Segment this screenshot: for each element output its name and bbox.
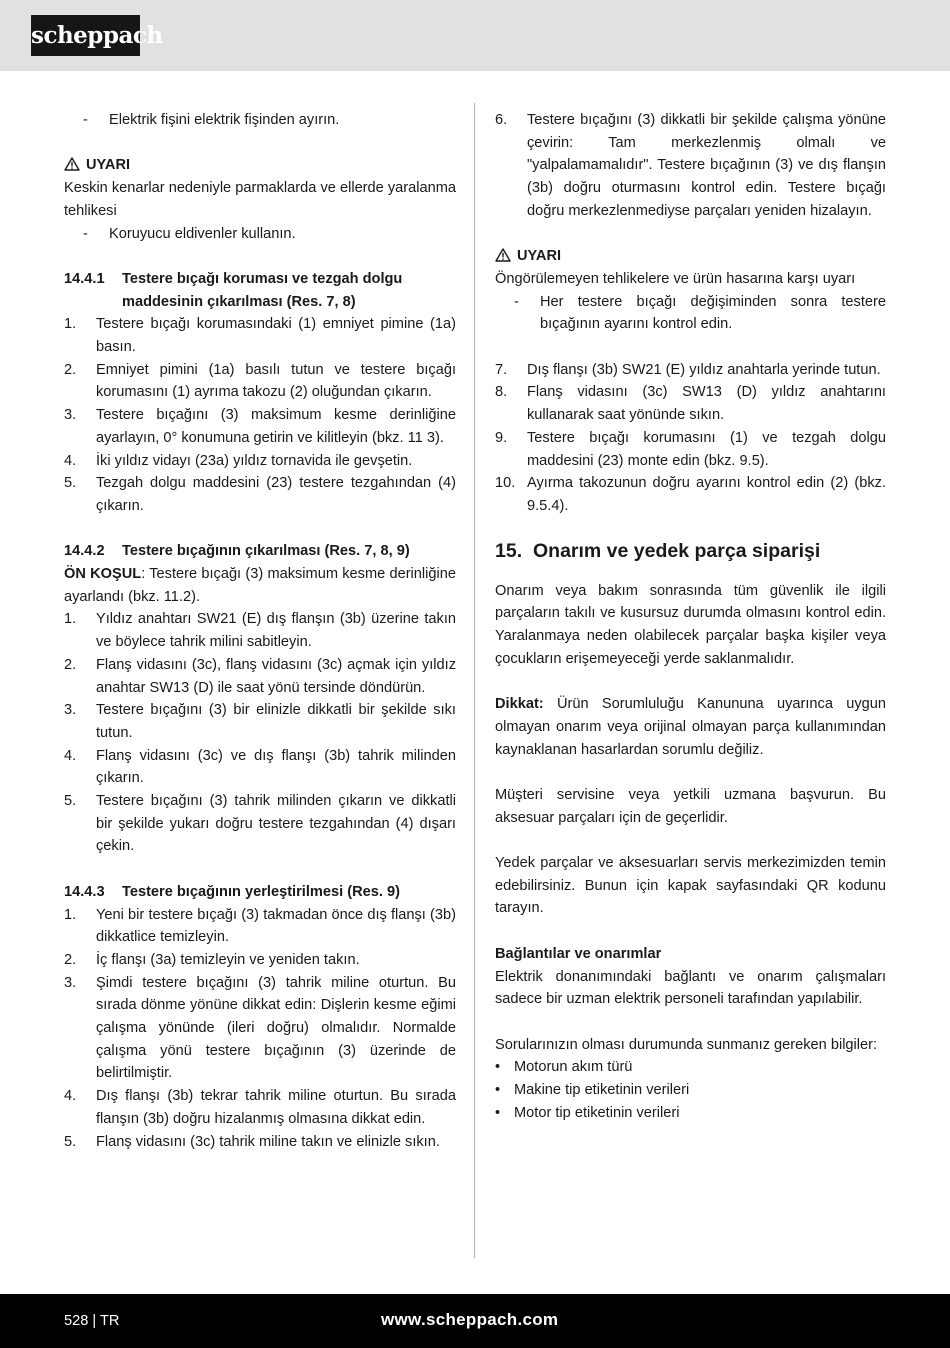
page-number: 528 | TR <box>64 1313 120 1329</box>
list-item: 1. Testere bıçağı korumasındaki (1) emniyet pimine (1a) basın. <box>64 316 456 355</box>
page-footer <box>0 1294 950 1348</box>
section-14-4-3 <box>64 881 456 1153</box>
list-item: 9. Testere bıçağı korumasını (1) ve tezgah dolgu maddesini (23) monte edin (bkz. 9.5). <box>495 429 886 469</box>
list-item: 6. Testere bıçağını (3) dikkatli bir şekilde çalışma yönüne çevirin: Tam merkezlenmiş olmalı ve "yalpalamamalıdır". Testere bıçağının (3) ve dış flanşın (3b) doğru oturmasını kontrol edin. Testere bıçağı doğru merkezlenmediyse parçaları yeniden hizalayın. <box>495 112 886 219</box>
list-item: 8. Flanş vidasını (3c) SW13 (D) yıldız anahtarını kullanarak saat yönünde sıkın. <box>495 384 886 424</box>
warning-item: - Her testere bıçağı değişiminden sonra testere bıçağının ayarını kontrol edin. <box>514 293 886 333</box>
page-header <box>0 0 950 71</box>
warning-title: UYARI <box>495 245 886 268</box>
section-15-heading: 15. Onarım ve yedek parça siparişi <box>495 539 821 562</box>
repair-paragraph: Onarım veya bakım sonrasında tüm güvenlik ile ilgili parçaların takılı ve kusursuz durumda olmasını kontrol edin. Yaralanmaya neden olabilecek parçalar başka kişiler veya çocukların erişemeyeceği yerde saklanmalıdır. <box>495 582 886 667</box>
list-item: 1. Yıldız anahtarı SW21 (E) dış flanşın (3b) üzerine takın ve böylece tahrik milini sabitleyin. <box>64 611 456 651</box>
unplug-instruction: - Elektrik fişini elektrik fişinden ayırın. <box>83 112 340 128</box>
list-item: 4. Dış flanşı (3b) tekrar tahrik miline oturtun. Bu sırada flanşın (3b) doğru hizalanmış olmasına dikkat edin. <box>64 1088 456 1127</box>
service-paragraph: Müşteri servisine veya yetkili uzmana başvurun. Bu aksesuar parçaları için de geçerlidir. <box>495 786 886 826</box>
list-item: 2. Flanş vidasını (3c), flanş vidasını (3c) açmak için yıldız anahtar SW13 (D) ile saat yönü tersinde döndürün. <box>64 656 456 696</box>
warning-triangle-icon <box>64 157 80 171</box>
bullet-item: • Motor tip etiketinin verileri <box>495 1104 680 1121</box>
list-item: 5. Flanş vidasını (3c) tahrik miline takın ve elinizle sıkın. <box>64 1133 440 1150</box>
list-item: 3. Şimdi testere bıçağını (3) tahrik miline oturtun. Bu sırada dönme yönüne dikkat edin: Dişlerin kesme eğimi çalışma yönünde (ileri doğru) olmalıdır. Normalde çalışma yönü testere bıçağının (3) üzerinde de belirtilmiştir. <box>64 974 456 1082</box>
list-item: 5. Testere bıçağını (3) tahrik milinden çıkarın ve dikkatli bir şekilde yukarı doğru testere tezgahından (4) dışarı çekin. <box>64 793 456 855</box>
dikkat-paragraph: Dikkat: Ürün Sorumluluğu Kanununa uyarınca uygun olmayan onarım veya orijinal olmayan parça kullanımından kaynaklanan hasarlardan sorumlu değiliz. <box>495 696 886 758</box>
section-heading: 14.4.3 Testere bıçağının yerleştirilmesi (Res. 9) <box>64 883 400 900</box>
warning-text: Öngörülemeyen tehlikelere ve ürün hasarına karşı uyarı <box>495 270 856 287</box>
column-divider <box>474 103 475 1258</box>
list-item: 2. İç flanşı (3a) temizleyin ve yeniden takın. <box>64 951 360 968</box>
list-item: 10. Ayırma takozunun doğru ayarını kontrol edin (2) (bkz. 9.5.4). <box>495 475 886 514</box>
list-item: 5. Tezgah dolgu maddesini (23) testere tezgahından (4) çıkarın. <box>64 475 456 514</box>
list-item: 4. Flanş vidasını (3c) ve dış flanşı (3b) tahrik milinden çıkarın. <box>64 747 456 787</box>
warning-block-1 <box>64 154 456 245</box>
bullet-item: • Makine tip etiketinin verileri <box>495 1082 690 1099</box>
list-item: 2. Emniyet pimini (1a) basılı tutun ve testere bıçağı korumasını (1) ayrıma takozu (2) oluğundan çıkarın. <box>64 361 456 401</box>
precondition: ÖN KOŞUL: Testere bıçağı (3) maksimum kesme derinliğine ayarlandı (bkz. 11.2). <box>64 566 456 605</box>
connections-heading: Bağlantılar ve onarımlar <box>495 945 662 962</box>
bullet-item: • Motorun akım türü <box>495 1059 633 1076</box>
warning-item: - Koruyucu eldivenler kullanın. <box>83 225 296 242</box>
section-heading: 14.4.1 Testere bıçağı koruması ve tezgah dolgu maddesinin çıkarılması (Res. 7, 8) <box>64 270 403 310</box>
right-column <box>495 109 886 1124</box>
spare-parts-paragraph: Yedek parçalar ve aksesuarları servis merkezimizden temin edebilirsiniz. Bunun için kapak sayfasındaki QR kodunu tarayın. <box>495 855 886 917</box>
section-heading: 14.4.2 Testere bıçağının çıkarılması (Res. 7, 8, 9) <box>64 543 410 560</box>
list-item: 7. Dış flanşı (3b) SW21 (E) yıldız anahtarla yerinde tutun. <box>495 361 881 378</box>
website-link[interactable]: www.scheppach.com <box>381 1310 559 1329</box>
warning-triangle-icon <box>495 248 511 262</box>
connections-paragraph: Elektrik donanımındaki bağlantı ve onarım çalışmaları sadece bir uzman elektrik personeli tarafından yapılabilir. <box>495 968 886 1008</box>
list-item: 4. İki yıldız vidayı (23a) yıldız tornavida ile gevşetin. <box>64 452 413 469</box>
section-14-4-1 <box>64 268 456 518</box>
brand-logo: scheppach <box>31 15 140 56</box>
questions-paragraph: Sorularınızın olması durumunda sunmanız gereken bilgiler: <box>495 1036 878 1053</box>
warning-title: UYARI <box>64 154 456 177</box>
warning-text: Keskin kenarlar nedeniyle parmaklarda ve ellerde yaralanma tehlikesi <box>64 180 456 219</box>
warning-block-2 <box>495 245 886 336</box>
left-column <box>64 109 456 1153</box>
list-item: 1. Yeni bir testere bıçağı (3) takmadan önce dış flanşı (3b) dikkatlice temizleyin. <box>64 906 456 946</box>
list-item: 3. Testere bıçağını (3) bir elinizle dikkatli bir şekilde sıkı tutun. <box>64 702 456 741</box>
list-item: 3. Testere bıçağını (3) maksimum kesme derinliğine ayarlayın, 0° konumuna getirin ve kilitleyin (bkz. 11 3). <box>64 407 456 446</box>
section-14-4-2 <box>64 540 456 858</box>
